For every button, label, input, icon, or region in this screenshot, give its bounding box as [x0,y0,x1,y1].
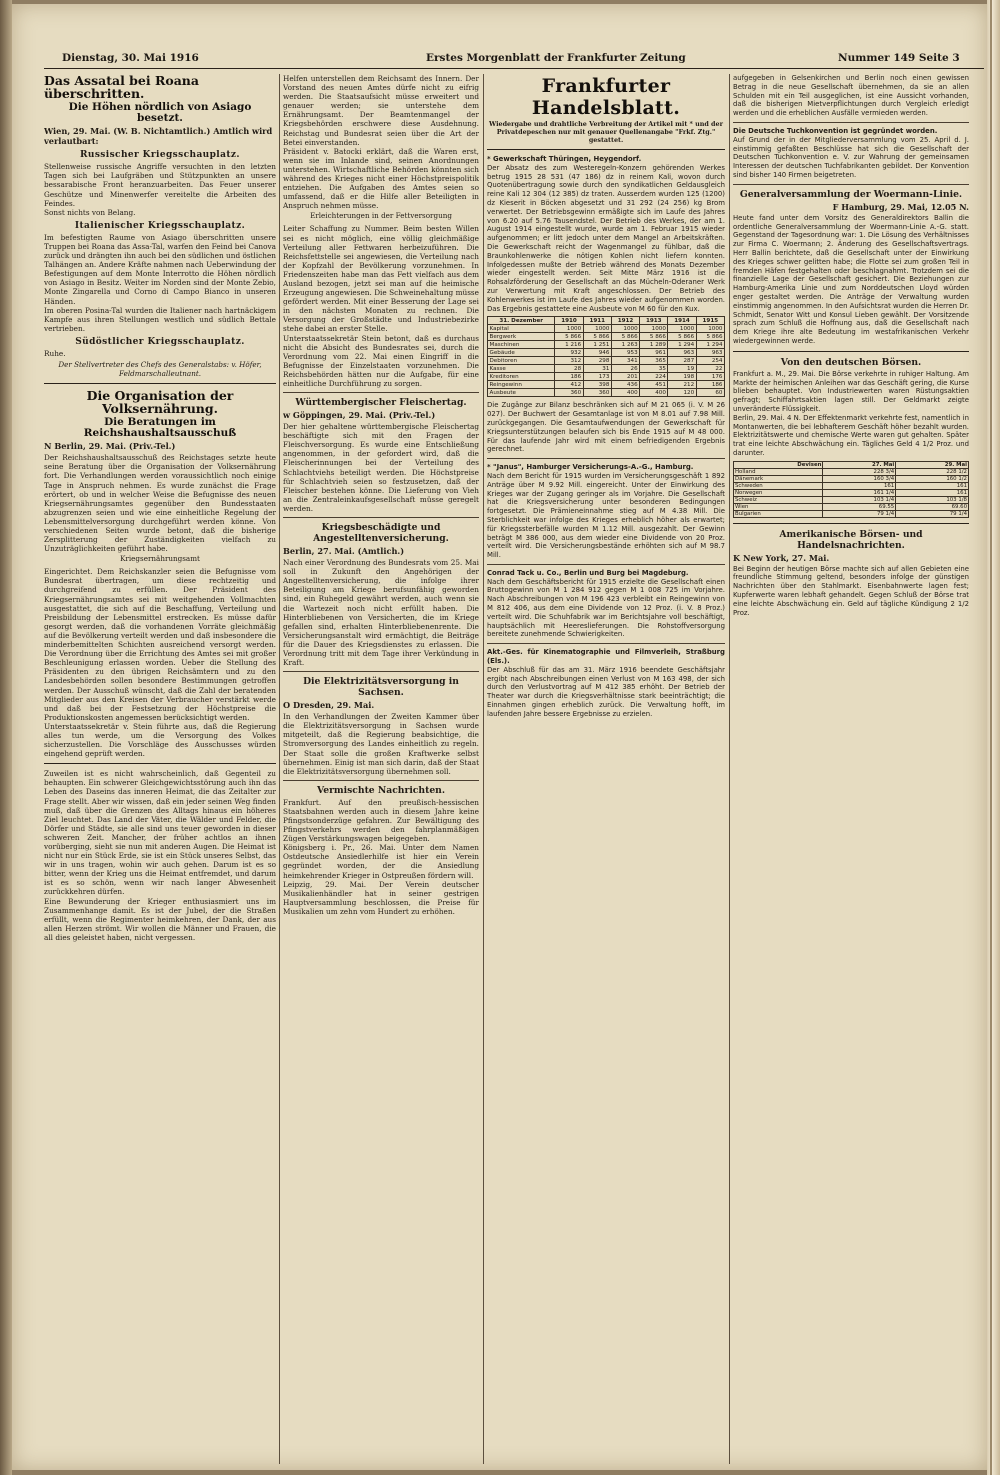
devisen-table-cell: Bulgarien [734,510,823,517]
devisen-table-cell: 161 [896,489,969,496]
balance-table-cell: 961 [640,349,668,357]
woermann-text: Heute fand unter dem Vorsitz des Generaldirektors Ballin die ordentliche Generalversammlung der Woermann-Linie A.-G. statt. Gegenstand der Tagesordnung war: 1. Die Lösung des Verhältnisses zur Firma C. Woermann; 2. Änderung des Gesellschaftsvertrags. Herr Ballin berichtete, daß die Gesellschaft unter der Einwirkung des Krieges schwer gelitten habe; die Flotte sei zum großen Teil in fremden Häfen festgehalten oder beschlagnahmt. Trotzdem sei die finanzielle Lage der Gesellschaft gesichert. Die Beziehungen zur Hamburg-Amerika Linie und zum Norddeutschen Lloyd würden enger gestaltet werden. Die Anträge der Verwaltung wurden einstimmig angenommen. In den Aufsichtsrat wurden die Herren Dr. Schmidt, Senator Witt und Konsul Lieben gewählt. Der Vorsitzende sprach zum Schluß die Hoffnung aus, daß die Gesellschaft nach dem Kriege ihre alte Bedeutung im westafrikanischen Verkehr wiedergewinnen werde. [733,213,969,345]
devisen-table-header-row [734,461,969,468]
section-rule [283,780,479,781]
kriegsbeschaedigte-dateline: Berlin, 27. Mai. (Amtlich.) [283,546,405,557]
southeast-front-heading: Südöstlicher Kriegsschauplatz. [75,336,245,347]
devisen-table-row [734,503,969,510]
article-lead [487,463,725,472]
devisen-table-cell: 79 1/4 [823,510,896,517]
balance-table-cell: 932 [555,349,583,357]
fett-subheading: Erleichterungen in der Fettversorgung [310,211,452,221]
elektrizitaet-dateline: O Dresden, 29. Mai. [283,700,375,711]
kinematographie-text: Der Abschluß für das am 31. März 1916 beendete Geschäftsjahr ergibt nach Abschreibungen einen Verlust von M 163 498, der sich durch den Verlustvortrag auf M 412 385 erhöht. Der Betrieb der Theater war durch die Kriegsverhältnisse stark beeinträchtigt; die Einnahmen gingen erheblich zurück. Die Verwaltung hofft, im laufenden Jahre bessere Ergebnisse zu erzielen. [487,665,725,718]
column-2 [283,74,479,1464]
section-rule [487,149,725,150]
balance-table-cell: Ausbeute [488,389,555,397]
balance-table-cell: 186 [555,373,583,381]
section-rule [733,122,969,123]
balance-table-cell: 1000 [668,325,696,333]
masthead-rule [44,68,984,69]
article-company-name: Conrad Tack u. Co., Berlin und Burg bei Magdeburg. [487,568,689,577]
devisen-table-cell: 69.60 [896,503,969,510]
balance-table-cell: 1000 [640,325,668,333]
wuerttemberg-headline: Württembergischer Fleischertag. [295,397,467,409]
frankfurt-boerse-text: Frankfurt a. M., 29. Mai. Die Börse verkehrte in ruhiger Haltung. Am Markte der heimischen Anleihen war das Geschäft gering, die Kurse blieben behauptet. Von Industriewerten waren Rüstungsaktien gefragt; Schiffahrtsaktien lagen still. Der Geldmarkt zeigte unveränderte Flüssigkeit. [733,369,969,413]
fett-text: Leiter Schaffung zu Nummer. Beim besten Willen sei es nicht möglich, eine völlig gleichmäßige Verteilung aller Fettwaren herbeizuführen. Die Reichsfettstelle sei angewiesen, die Verteilung nach der Kopfzahl der Bevölkerung vorzunehmen. In Friedenszeiten habe man das Fett vielfach aus dem Ausland bezogen, jetzt sei man auf die heimische Erzeugung angewiesen. Die Schweinehaltung müsse gefördert werden. Mit einer Besserung der Lage sei in den nächsten Monaten zu rechnen. Die Versorgung der Großstädte und Industriebezirke stehe dabei an erster Stelle. [283,224,479,334]
ernaehrung-continued-text: Helfen unterstellen dem Reichsamt des Innern. Der Vorstand des neuen Amtes dürfe nicht zu eifrig werden. Die Staatsaufsicht müsse erweitert und genauer werden; sie unterstehe dem Ernährungsamt. Der Beamtenmangel der Kriegsbehörden erschwere diese Ausdehnung. Reichstag und Bundesrat seien über die Art der Betei einverstanden. [283,74,479,147]
vermischte-headline: Vermischte Nachrichten. [316,784,446,796]
organisation-headline: Die Organisation der Volksernährung. [86,387,234,417]
column-rule [483,74,484,1464]
balance-table-cell: 298 [583,357,611,365]
balance-table-cell: Reingewinn [488,381,555,389]
balance-table-cell: 5 866 [668,333,696,341]
organisation-subheadline: Die Beratungen im Reichshaushaltsausschuß [83,416,237,440]
russian-front-heading: Russischer Kriegsschauplatz. [80,150,240,161]
devisen-table-cell: 103 1/8 [896,496,969,503]
devisen-table-cell: 161 1/4 [823,489,896,496]
thueringen-text: Der Absatz des zum Westeregeln-Konzern gehörenden Werkes betrug 1915 28 531 (47 186) dz in reinem Kali, wovon durch Quotenübertragung sowie durch den syndikatlichen Geldausgleich reine Kali 12 304 (12 385) dz traten. Ausserdem wurden 125 (1200) dz Kieserit in Böcken abgesetzt und 31 292 (24 256) kg Brom verwertet. Der Betriebsgewinn ermäßigte sich im Laufe des Jahres von 6.20 auf 5.76 Tausendstel. Der Betrieb des Werkes, der am 1. August 1914 eingestellt wurde, wurde am 1. Februar 1915 wieder aufgenommen; er litt jedoch unter dem Mangel an Arbeitskräften. Die Gewerkschaft reicht der Wagenmangel zu fühlbar, daß die Braunkohlenwerke die nötigen Kohlen nicht liefern konnten. Infolgedessen mußte der Betrieb während des Monats Dezember wieder eingestellt werden. Seit Mitte März 1916 ist die Rohsalzförderung der Gesellschaft an das Mücheln-Oderaner Werk zur Verwertung mit Kraft angeschlossen. Der Betrieb des Kohlenwerkes ist im Laufe des Jahres wieder aufgenommen worden. Das Ergebnis gestattete eine Ausbeute von M 60 für den Kux. [487,163,725,313]
devisen-table-row [734,468,969,475]
balance-table-cell: Debitoren [488,357,555,365]
war-dateline: Wien, 29. Mai. (W. B. Nichtamtlich.) Amtlich wird verlautbart: [44,126,273,147]
balance-table-cell: 400 [640,389,668,397]
balance-table-cell: 5 866 [640,333,668,341]
balance-table-cell: 1 263 [611,341,639,349]
devisen-table-row [734,496,969,503]
wuerttemberg-text: Der hier gehaltene württembergische Fleischertag beschäftigte sich mit den Fragen der Fleischversorgung. Es wurde eine Entschließung angenommen, in der gefordert wird, daß die Fleischerinnungen bei der Verteilung des Schlachtviehs beteiligt werden. Die Höchstpreise für Schlachtvieh seien so festzusetzen, daß der Fleischer bestehen könne. Die Lieferung von Vieh an die Zentraleinkaufsgesellschaft müsse geregelt werden. [283,422,479,513]
balance-table-cell: 341 [611,357,639,365]
elektrizitaet-headline: Die Elektrizitätsversorgung in Sachsen. [303,676,459,699]
devisen-table-cell: Norwegen [734,489,823,496]
balance-table-cell: 360 [555,389,583,397]
balance-table-cell: 963 [696,349,724,357]
balance-table-header-cell: 1914 [668,317,696,325]
balance-table-cell: 1000 [555,325,583,333]
balance-table-cell: 1 216 [555,341,583,349]
balance-table-cell: 26 [611,365,639,373]
balance-table-cell: Kapital [488,325,555,333]
report-signature: Der Stellvertreter des Chefs des Generalstabs: v. Höfer, Feldmarschalleutnant. [58,359,262,378]
section-rule [733,351,969,352]
section-rule [733,184,969,185]
balance-table-header-row [488,317,725,325]
organisation-text: Der Reichshaushaltsausschuß des Reichstages setzte heute seine Beratung über die Organisation der Volksernährung fort. Die Verhandlungen werden voraussichtlich noch einige Tage in Anspruch nehmen. Es wurde zunächst die Frage erörtert, ob und in welcher Weise die Befugnisse des neuen Kriegsernährungsamtes gegenüber den Bundesstaaten abzugrenzen seien und wie eine einheitliche Regelung der Lebensmittelversorgung durchgeführt werden könne. Von verschiedenen Seiten wurde betont, daß die bisherige Zersplitterung der Zuständigkeiten vielfach zu Unzuträglichkeiten geführt habe. [44,453,276,554]
balance-table-cell: 400 [611,389,639,397]
balance-table-cell: 287 [668,357,696,365]
column-4 [733,74,969,1464]
balance-table-body [488,325,725,397]
russian-front-text: Stellenweise russische Angriffe versuchten in den letzten Tagen sich bei Laufgräben und Stützpunkten an unsere bessarabische Front heranzuarbeiten. Das Feuer unserer Geschütze und Minenwerfer vereitelte die Arbeiten des Feindes. [44,162,276,208]
masthead-page-number: Nummer 149 Seite 3 [838,52,960,64]
tuchkonvention-text: Auf Grund der in der Mitgliederversammlung vom 25. April d. J. einstimmig gefaßten Beschlüsse hat sich die Gesellschaft der Deutschen Tuchkonvention e. V. zur Wahrung der gemeinsamen Interessen der deutschen Tuchfabrikanten gebildet. Der Konvention sind bisher 140 Firmen beigetreten. [733,135,969,179]
balance-table-row [488,381,725,389]
devisen-table-row [734,489,969,496]
section-rule [733,523,969,524]
masthead-date: Dienstag, 30. Mai 1916 [62,52,199,64]
vermischte-text-2: Königsberg i. Pr., 26. Mai. Unter dem Namen Ostdeutsche Ansiedlerhilfe ist hier ein Verein gegründet worden, der die Ansiedlung heimkehrender Krieger in Ostpreußen fördern will. [283,843,479,880]
organisation-text-2: Eingerichtet. Dem Reichskanzler seien die Befugnisse vom Bundesrat übertragen, um diese rechtzeitig und durchgreifend zu erfüllen. Der Präsident des Kriegsernährungsamtes sei mit weitgehenden Vollmachten ausgestattet, die sich auf die Beschaffung, Verteilung und Preisbildung der Lebensmittel erstrecken. Es müsse dafür gesorgt werden, daß die vorhandenen Vorräte gleichmäßig auf die Bevölkerung verteilt werden und daß insbesondere die minderbemittelten Schichten ausreichend versorgt werden. Die Verordnung über die Errichtung des Amtes sei mit großer Beschleunigung erlassen worden. Ueber die Stellung des Präsidenten zu den übrigen Reichsämtern und zu den Landesbehörden sollen besondere Bestimmungen getroffen werden. Der Ausschuß wünscht, daß die Zahl der beratenden Mitglieder aus den Kreisen der Verbraucher verstärkt werde und daß bei der Festsetzung der Höchstpreise die Produktionskosten angemessen berücksichtigt werden. [44,567,276,722]
balance-table-cell: 224 [640,373,668,381]
southeast-front-text: Ruhe. [44,348,66,358]
balance-table-cell: 360 [583,389,611,397]
balance-table-row [488,325,725,333]
balance-table-cell: 186 [696,381,724,389]
balance-table-cell: 5 866 [555,333,583,341]
stein-statement: Unterstaatssekretär Stein betont, daß es durchaus nicht die Absicht des Bundesrates sei, durch die Verordnung vom 22. Mai einen Eingriff in die Befugnisse der Einzelstaaten vorzunehmen. Die Reichsbehörden hätten nur die Aufgabe, für eine einheitliche Durchführung zu sorgen. [283,333,479,388]
balance-table-cell: Kreditoren [488,373,555,381]
balance-table-cell: 120 [668,389,696,397]
section-rule [283,671,479,672]
devisen-table-cell: Dänemark [734,475,823,482]
balance-table-cell: 201 [611,373,639,381]
devisen-table-body [734,468,969,517]
balance-table-cell: 1000 [611,325,639,333]
devisen-table-cell: 69.55 [823,503,896,510]
devisen-table-cell: Schweden [734,482,823,489]
balance-table-cell: 19 [668,365,696,373]
balance-table-cell: 5 866 [583,333,611,341]
column-rule [729,74,730,1464]
balance-table-cell: Bergwerk [488,333,555,341]
batocki-statement: Präsident v. Batocki erklärt, daß die Waren erst, wenn sie im Inlande sind, seinen Anordnungen unterstehen. Wirtschaftliche Behörden könnten sich während des Krieges nicht einer Höchstpreispolitik entziehen. Die Aufgaben des Amtes seien so umfassend, daß er die Hilfe aller Beteiligten in Anspruch nehmen müsse. [283,146,479,211]
amerika-headline: Amerikanische Börsen- und Handelsnachrichten. [779,528,923,551]
balance-table-cell: 31 [583,365,611,373]
balance-table-cell: 1000 [696,325,724,333]
berlin-boerse-text: Berlin, 29. Mai. 4 N. Der Effektenmarkt verkehrte fest, namentlich in Montanwerten, die bei lebhafterem Geschäft höher bezahlt wurden. Elektrizitätswerte und chemische Werte waren gut gehalten. Später trat eine leichte Abschwächung ein. Tägliches Geld 4 1/2 Proz. und darunter. [733,413,969,457]
balance-table-cell: 1 289 [640,341,668,349]
masthead-edition: Erstes Morgenblatt der Frankfurter Zeitung [426,52,686,64]
devisen-table-row [734,510,969,517]
balance-table-cell: 946 [583,349,611,357]
article-lead [487,155,725,164]
woermann-dateline: F Hamburg, 29. Mai, 12.05 N. [832,201,969,212]
devisen-table-cell: Wien [734,503,823,510]
balance-table-cell: 398 [583,381,611,389]
amerika-text: Bei Beginn der heutigen Börse machte sich auf allen Gebieten eine freundliche Stimmung geltend, besonders infolge der günstigen Nachrichten über den Stahlmarkt. Eisenbahnwerte lagen fest; Kupferwerte waren lebhaft gehandelt. Gegen Schluß der Börse trat eine leichte Abschwächung ein. Geld auf tägliche Kündigung 2 1/2 Proz. [733,564,969,617]
balance-table-cell: 254 [696,357,724,365]
article-company-name: * "Janus", Hamburger Versicherungs-A.-G., Hamburg. [487,463,694,472]
italian-front-text: Im befestigten Raume von Asiago überschritten unsere Truppen bei Roana das Assa-Tal, warfen den Feind bei Canova zurück und drängten ihn auch bei den südlichen und östlichen Talhängen an. Andere Kräfte nahmen nach Ueberwindung der Befestigungen auf dem Monte Interrotto die Höhen nördlich von Asiago in Besitz. Weiter im Norden sind der Monte Zebio, Monte Zingarella und Corno di Campo Bianco in unseren Händen. [44,232,276,306]
janus-text: Nach dem Bericht für 1915 wurden im Versicherungsgeschäft 1 892 Anträge über M 9.92 Mill. eingereicht. Unter der Einwirkung des Krieges war der Zugang geringer als im Vorjahre. Die Gesellschaft hat die Kriegsversicherung unter besonderen Bedingungen fortgesetzt. Die Prämieneinnahme stieg auf M 4.38 Mill. Die Sterblichkeit war infolge des Krieges erheblich höher als erwartet; für Kriegssterbefälle wurden M 1.12 Mill. ausgezahlt. Der Gewinn beträgt M 386 000, aus dem wieder eine Dividende von 20 Proz. verteilt wird. Die Versicherungsbestände erhöhten sich auf M 98.7 Mill. [487,471,725,560]
balance-table-row [488,341,725,349]
balance-table-cell: 5 866 [696,333,724,341]
balance-table-header-cell: 1915 [696,317,724,325]
organisation-dateline: N Berlin, 29. Mai. (Priv.-Tel.) [44,441,176,452]
balance-table-cell: 176 [696,373,724,381]
balance-table [487,316,725,397]
devisen-table-cell: 79 1/4 [896,510,969,517]
balance-table-cell: 60 [696,389,724,397]
book-gutter-left [0,0,12,1475]
war-headline: Das Assatal bei Roana überschritten. [44,74,199,102]
balance-table-cell: 212 [668,381,696,389]
section-rule [283,517,479,518]
kriegsbeschaedigte-headline: Kriegsbeschädigte und Angestelltenversicherung. [313,522,449,545]
italian-front-text-2: Im oberen Posina-Tal wurden die Italiener nach hartnäckigem Kampfe aus ihren Stellungen westlich und südlich Bettale vertrieben. [44,305,276,333]
woermann-headline: Generalversammlung der Woermann-Linie. [739,188,963,200]
section-rule [487,643,725,644]
article-company-name: Akt.-Ges. für Kinematographie und Filmverleih, Straßburg (Els.). [487,648,725,666]
balance-table-cell: 1 294 [696,341,724,349]
devisen-table-header-cell: 29. Mai [896,461,969,468]
balance-table-cell: 1 294 [668,341,696,349]
section-rule [487,564,725,565]
devisen-table-cell: 160 1/2 [896,475,969,482]
devisen-table-cell: 160 3/4 [823,475,896,482]
balance-table-cell: Maschinen [488,341,555,349]
russian-front-text-2: Sonst nichts von Belang. [44,207,136,217]
column-rule [279,74,280,1464]
continued-report-text: aufgegeben in Gelsenkirchen und Berlin noch einen gewissen Betrag in die neue Gesellschaft übernehmen, da sie an allen Schulden mit ein Teil ausgeglichen, ist eine Aussicht vorhanden, daß die bisherigen Mietverpflichtungen durch Vergleich erledigt werden und die erheblichen Ausfälle vermieden werden. [733,74,969,118]
balance-table-cell: 173 [583,373,611,381]
devisen-table-header-cell: 27. Mai [823,461,896,468]
balance-table-cell: 312 [555,357,583,365]
italian-front-heading: Italienischer Kriegsschauplatz. [74,220,246,231]
book-page-edge-right [987,0,1000,1475]
balance-table-cell: 1 251 [583,341,611,349]
balance-table-header-cell: 31. Dezember [488,317,555,325]
article-lead [733,127,969,136]
article-lead [487,648,725,666]
balance-table-cell: 451 [640,381,668,389]
section-rule [283,392,479,393]
balance-table-cell: Kasse [488,365,555,373]
balance-table-cell: Gebäude [488,349,555,357]
balance-table-header-cell: 1911 [583,317,611,325]
vermischte-text: Frankfurt. Auf den preußisch-hessischen Staatsbahnen werden auch in diesem Jahre keine Pfingstsonderzüge gefahren. Zur Bewältigung des Pfingstverkehrs werden den fahrplanmäßigen Zügen Verstärkungswagen beigegeben. [283,797,479,844]
devisen-table-cell: Holland [734,468,823,475]
balance-table-row [488,333,725,341]
balance-table-cell: 953 [611,349,639,357]
balance-table-cell: 198 [668,373,696,381]
handelsblatt-title: Frankfurter Handelsblatt. [531,75,681,119]
article-company-name: Die Deutsche Tuchkonvention ist gegründet worden. [733,126,938,135]
devisen-table [733,461,969,518]
organisation-text-3: Unterstaatssekretär v. Stein führte aus, daß die Regierung alles tun werde, um die Versorgung des Volkes sicherzustellen. Die Vorschläge des Ausschusses würden eingehend geprüft werden. [44,721,276,759]
section-rule [44,383,276,384]
column-3 [487,74,725,1464]
balance-table-header-cell: 1913 [640,317,668,325]
balance-table-cell: 35 [640,365,668,373]
balance-table-header-cell: 1910 [555,317,583,325]
balance-table-cell: 28 [555,365,583,373]
balance-table-cell: 5 866 [611,333,639,341]
balance-table-header-cell: 1912 [611,317,639,325]
war-subheadline: Die Höhen nördlich von Asiago besetzt. [68,101,252,125]
balance-table-row [488,357,725,365]
balance-table-cell: 365 [640,357,668,365]
devisen-table-row [734,482,969,489]
devisen-table-cell: 161 [823,482,896,489]
column-1 [44,74,276,1464]
balance-table-cell: 412 [555,381,583,389]
section-rule [487,458,725,459]
amerika-dateline: K New York, 27. Mai. [733,552,830,563]
feuilleton-text: Zuweilen ist es nicht wahrscheinlich, daß Gegenteil zu behaupten. Ein schwerer Gleichgewichtsstörung auch ihn das Leben des Daseins das inneren Heimat, die das Zeitalter zur Frage stellt. Aber wir wissen, daß ein jeder seinen Weg finden muß, daß über die Grenzen des Alltags hinaus ein höheres Ziel leuchtet. Das Land der Väter, die Wälder und Felder, die Dörfer und Städte, sie alle sind uns teuer geworden in dieser schweren Zeit. Mancher, der früher achtlos an ihnen vorüberging, sieht sie nun mit anderen Augen. Die Heimat ist nicht nur ein Stück Erde, sie ist ein Stück unseres Selbst, das wir in uns tragen, wohin wir auch gehen. Darum ist es so bitter, wenn der Krieg uns die Heimat entfremdet, und darum ist es so schön, wenn wir nach langer Abwesenheit zurückkehren dürfen. [44,769,276,897]
kriegsbeschaedigte-text: Nach einer Verordnung des Bundesrats vom 25. Mai soll in Zukunft den Angehörigen der Angestelltenversicherung, die infolge ihrer Beteiligung am Kriege berufsunfähig geworden sind, ein Ruhegeld gewährt werden, auch wenn sie die Wartezeit noch nicht erfüllt haben. Die Hinterbliebenen von Versicherten, die im Kriege gefallen sind, erhalten Hinterbliebenenrente. Die Versicherungsanstalt wird ermächtigt, die Beiträge für die Dauer des Kriegsdienstes zu erlassen. Die Verordnung tritt mit dem Tage ihrer Verkündung in Kraft. [283,558,479,668]
devisen-table-row [734,475,969,482]
handelsblatt-copyright-note: Wiedergabe und drahtliche Verbreitung der Artikel mit * und der Privatdepeschen nur mit genauer Quellenangabe "Frkf. Ztg." gestattet. [489,120,723,144]
article-lead [487,569,725,578]
wuerttemberg-dateline: w Göppingen, 29. Mai. (Priv.-Tel.) [283,410,436,421]
article-company-name: * Gewerkschaft Thüringen, Heygendorf. [487,155,642,163]
balance-table-cell: 22 [696,365,724,373]
devisen-table-header-cell: Devisen [734,461,823,468]
feuilleton-rule [44,763,276,764]
vermischte-text-3: Leipzig, 29. Mai. Der Verein deutscher Musikalienhändler hat in seiner gestrigen Hauptversammlung beschlossen, die Preise für Musikalien um zehn vom Hundert zu erhöhen. [283,879,479,916]
tack-text: Nach dem Geschäftsbericht für 1915 erzielte die Gesellschaft einen Bruttogewinn von M 1 284 912 gegen M 1 008 725 im Vorjahre. Nach Abschreibungen von M 196 423 verbleibt ein Reingewinn von M 812 406, aus dem eine Dividende von 12 Proz. (i. V. 8 Proz.) verteilt wird. Die Schuhfabrik war im Berichtsjahre voll beschäftigt, hauptsächlich mit Heereslieferungen. Die Rohstoffversorgung bereitete zunehmende Schwierigkeiten. [487,577,725,639]
elektrizitaet-text: In den Verhandlungen der Zweiten Kammer über die Elektrizitätsversorgung in Sachsen wurde mitgeteilt, daß die Regierung beabsichtige, die Stromversorgung des Landes einheitlich zu regeln. Der Staat solle die großen Kraftwerke selbst übernehmen. Einig ist man sich darin, daß der Staat die Elektrizitätsversorgung übernehmen soll. [283,712,479,776]
boersen-headline: Von den deutschen Börsen. [780,356,922,368]
balance-table-row [488,389,725,397]
feuilleton-text-2: Eine Bewunderung der Krieger enthusiasmiert uns im Zusammenhange damit. Es ist der Jubel, der die Straßen erfüllt, wenn die Regimenter heimkehren, der Dank, der aus allen Herzen strömt. Wir wollen die Männer und Frauen, die all dies geleistet haben, nicht vergessen. [44,896,276,942]
balance-table-cell: 963 [668,349,696,357]
devisen-table-cell: 228 3/4 [823,468,896,475]
devisen-table-cell: Schweiz [734,496,823,503]
balance-table-cell: 1000 [583,325,611,333]
balance-table-row [488,349,725,357]
devisen-table-cell: 161 [896,482,969,489]
balance-table-cell: 436 [611,381,639,389]
devisen-table-cell: 228 1/2 [896,468,969,475]
balance-table-row [488,373,725,381]
balance-table-row [488,365,725,373]
devisen-table-cell: 103 1/4 [823,496,896,503]
organisation-subheading: Kriegsernährungsamt [120,554,200,564]
thueringen-text-2: Die Zugänge zur Bilanz beschränken sich auf M 21 065 (i. V. M 26 027). Der Buchwert der Gesamtanlage ist von M 8.01 auf 7.98 Mill. zurückgegangen. Die Gesamtaufwendungen der Gewerkschaft für Kriegsunterstützungen belaufen sich bis Ende 1915 auf M 48 000. Für das laufende Jahr wird mit einem befriedigenden Ergebnis gerechnet. [487,401,725,454]
